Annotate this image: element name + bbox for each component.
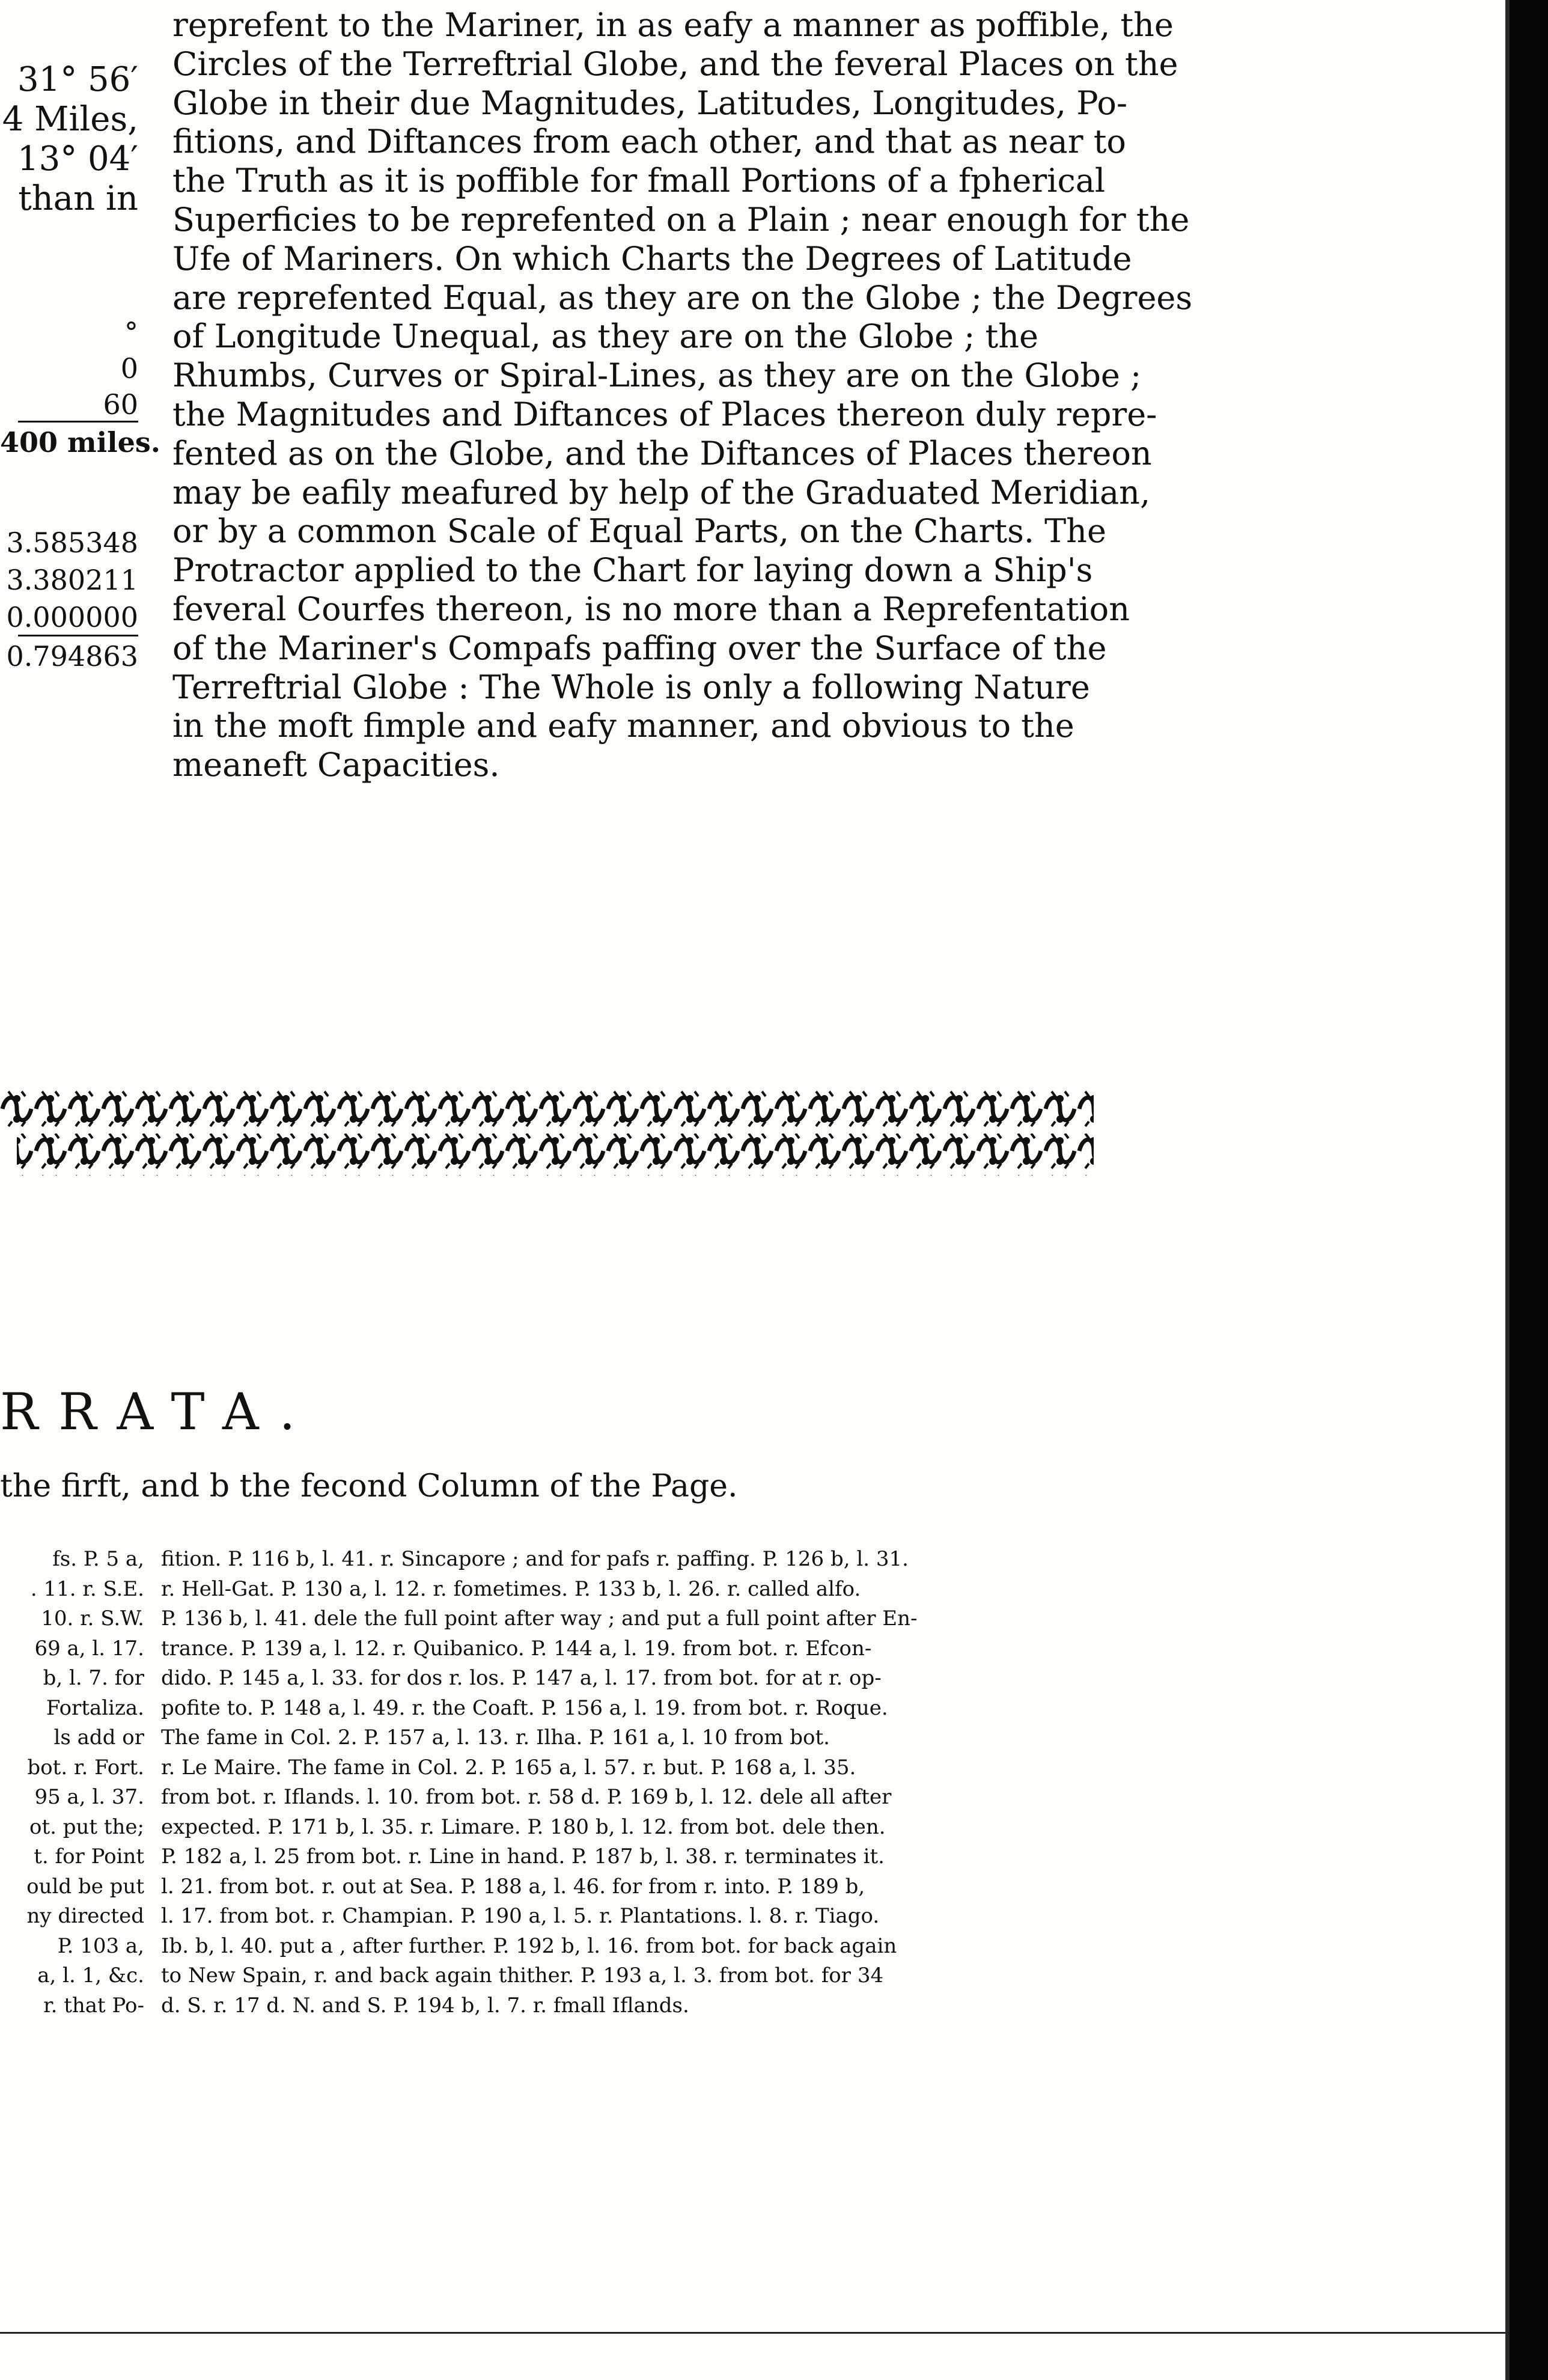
errata-line: pofite to. P. 148 a, l. 49. r. the Coaft. P. 156 a, l. 19. from bot. r. Roque. <box>161 1695 888 1720</box>
errata-line: l. 21. from bot. r. out at Sea. P. 188 a, l. 46. for from r. into. P. 189 b, <box>161 1874 865 1899</box>
bottom-rule <box>0 2332 1510 2334</box>
left-errata-line: . 11. r. S.E. <box>30 1576 144 1601</box>
errata-body <box>161 1545 1092 2021</box>
errata-line: expected. P. 171 b, l. 35. r. Limare. P. 180 b, l. 12. from bot. dele then. <box>161 1814 886 1839</box>
text-line: Superficies to be reprefented on a Plain ; near enough for the <box>172 200 1190 239</box>
ornament-band <box>0 1088 1094 1178</box>
left-errata-line: bot. r. Fort. <box>27 1755 144 1780</box>
left-errata-line: ls add or <box>53 1726 144 1750</box>
errata-line: fition. P. 116 b, l. 41. r. Sincapore ; and for pafs r. paffing. P. 126 b, l. 31. <box>161 1547 909 1571</box>
left-errata-line: a, l. 1, &c. <box>37 1964 144 1988</box>
text-line: in the moft fimple and eafy manner, and obvious to the <box>172 707 1074 745</box>
left-margin-line: ° <box>124 316 138 349</box>
left-margin-logs <box>0 523 138 674</box>
errata-line: P. 136 b, l. 41. dele the full point after way ; and put a full point after En- <box>161 1606 918 1631</box>
text-line: Protractor applied to the Chart for laying down a Ship's <box>172 551 1093 590</box>
left-errata-line: r. that Po- <box>43 1993 144 2018</box>
left-margin-line: 0 <box>120 352 138 385</box>
errata-line: The fame in Col. 2. P. 157 a, l. 13. r. Ilha. P. 161 a, l. 10 from bot. <box>161 1726 830 1750</box>
left-errata-line: 95 a, l. 37. <box>34 1785 144 1809</box>
left-errata-line: ot. put the; <box>29 1814 144 1839</box>
errata-line: trance. P. 139 a, l. 12. r. Quibanico. P. 144 a, l. 19. from bot. r. Efcon- <box>161 1636 872 1661</box>
text-line: feveral Courfes thereon, is no more than a Reprefentation <box>172 590 1130 628</box>
errata-title: RRATA. <box>0 1382 316 1441</box>
text-line: Globe in their due Magnitudes, Latitudes, Longitudes, Po- <box>172 84 1128 122</box>
text-line: fitions, and Diftances from each other, and that as near to <box>172 123 1126 161</box>
text-line: may be eafily meafured by help of the Graduated Meridian, <box>172 473 1151 511</box>
left-margin-line: 60 <box>103 388 138 421</box>
text-line: reprefent to the Mariner, in as eafy a manner as poffible, the <box>172 6 1174 44</box>
errata-line: dido. P. 145 a, l. 33. for dos r. los. P. 147 a, l. 17. from bot. for at r. op- <box>161 1666 882 1690</box>
errata-line: from bot. r. Iflands. l. 10. from bot. r. 58 d. P. 169 b, l. 12. dele all after <box>161 1785 892 1809</box>
text-line: of the Mariner's Compafs paffing over the Surface of the <box>172 629 1107 667</box>
left-margin-line: 31° 56′ <box>17 60 138 99</box>
text-line: Terreftrial Globe : The Whole is only a following Nature <box>172 668 1090 706</box>
left-margin-errata <box>0 1545 144 2021</box>
left-errata-line: ny directed <box>26 1904 144 1928</box>
errata-line: P. 182 a, l. 25 from bot. r. Line in hand. P. 187 b, l. 38. r. terminates it. <box>161 1844 885 1869</box>
left-errata-line: P. 103 a, <box>57 1933 144 1958</box>
left-margin-line: 4 Miles, <box>2 100 138 139</box>
left-errata-line: b, l. 7. for <box>43 1666 144 1690</box>
errata-line: to New Spain, r. and back again thither. P. 193 a, l. 3. from bot. for 34 <box>161 1964 884 1988</box>
left-margin-log: 0.000000 <box>6 601 138 633</box>
left-margin-mid <box>0 313 160 459</box>
text-line: Rhumbs, Curves or Spiral-Lines, as they are on the Globe ; <box>172 356 1142 395</box>
page-edge <box>1510 0 1548 2380</box>
left-margin-top <box>0 60 138 219</box>
text-line: the Magnitudes and Diftances of Places thereon duly repre- <box>172 395 1157 433</box>
errata-line: r. Hell-Gat. P. 130 a, l. 12. r. fometimes. P. 133 b, l. 26. r. called alfo. <box>161 1576 861 1601</box>
left-errata-line: fs. P. 5 a, <box>52 1547 144 1571</box>
left-errata-line: t. for Point <box>34 1844 144 1869</box>
errata-subtitle: the firft, and b the fecond Column of the Page. <box>0 1468 738 1504</box>
errata-line: d. S. r. 17 d. N. and S. P. 194 b, l. 7. r. fmall Iflands. <box>161 1993 689 2018</box>
errata-line: l. 17. from bot. r. Champian. P. 190 a, l. 5. r. Plantations. l. 8. r. Tiago. <box>161 1904 880 1928</box>
text-line: meaneft Capacities. <box>172 746 500 784</box>
left-errata-line: ould be put <box>26 1874 144 1899</box>
text-line: are reprefented Equal, as they are on the Globe ; the Degrees <box>172 278 1193 317</box>
left-margin-line: 13° 04′ <box>17 139 138 178</box>
text-line: fented as on the Globe, and the Diftances of Places thereon <box>172 434 1152 472</box>
left-margin-log: 3.585348 <box>6 526 138 559</box>
text-line: or by a common Scale of Equal Parts, on the Charts. The <box>172 512 1106 551</box>
errata-line: Ib. b, l. 40. put a , after further. P. 192 b, l. 16. from bot. for back again <box>161 1933 897 1958</box>
left-margin-log: 0.794863 <box>6 640 138 673</box>
main-paragraph <box>172 6 1193 785</box>
text-line: the Truth as it is poffible for fmall Portions of a fpherical <box>172 162 1106 200</box>
left-margin-miles: 400 miles. <box>0 426 160 459</box>
left-margin-line: than in <box>18 179 138 218</box>
left-errata-line: 10. r. S.W. <box>41 1606 144 1631</box>
left-margin-log: 3.380211 <box>6 564 138 596</box>
left-errata-line: 69 a, l. 17. <box>34 1636 144 1661</box>
left-errata-line: Fortaliza. <box>46 1695 144 1720</box>
text-line: Ufe of Mariners. On which Charts the Degrees of Latitude <box>172 239 1132 278</box>
text-line: of Longitude Unequal, as they are on the Globe ; the <box>172 317 1038 356</box>
errata-line: r. Le Maire. The fame in Col. 2. P. 165 a, l. 57. r. but. P. 168 a, l. 35. <box>161 1755 856 1780</box>
text-line: Circles of the Terreftrial Globe, and the feveral Places on the <box>172 44 1178 83</box>
